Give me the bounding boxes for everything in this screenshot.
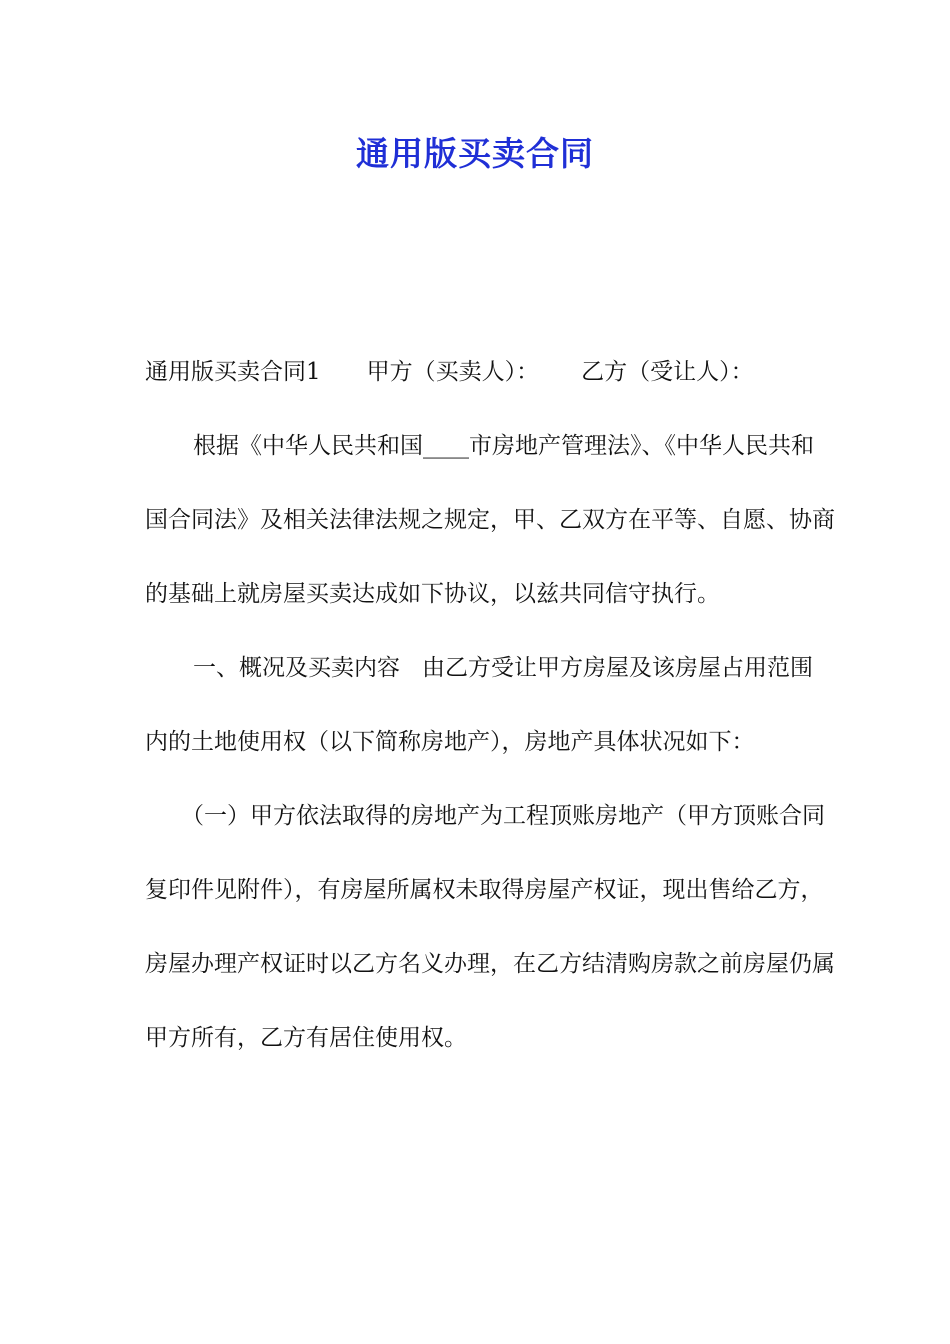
- party-b-label: 乙方（受让人）：: [581, 359, 754, 385]
- document-body: [145, 335, 835, 1075]
- paragraph-legal-basis: 根据《中华人民共和国____市房地产管理法》、《中华人民共和国合同法》及相关法律法规之规定，甲、乙双方在平等、自愿、协商的基础上就房屋买卖达成如下协议，以兹共同信守执行。: [145, 433, 835, 607]
- paragraph-section-one: [145, 631, 835, 779]
- section-one-text: 由乙方受让甲方房屋及该房屋占用范围内的土地使用权（以下简称房地产），房地产具体状况如下：: [145, 655, 813, 755]
- party-a-label: 甲方（买卖人）：: [366, 359, 540, 385]
- header-line: [145, 335, 835, 409]
- paragraph-clause-one: （一）甲方依法取得的房地产为工程顶账房地产（甲方顶账合同复印件见附件），有房屋所属权未取得房屋产权证，现出售给乙方，房屋办理产权证时以乙方名义办理，在乙方结清购房款之前房屋仍属甲方所有，乙方有居住使用权。: [145, 803, 835, 1051]
- document-title: 通用版买卖合同: [356, 134, 594, 173]
- section-one-heading: 一、概况及买卖内容: [193, 655, 400, 681]
- doc-label: 通用版买卖合同1: [145, 359, 321, 385]
